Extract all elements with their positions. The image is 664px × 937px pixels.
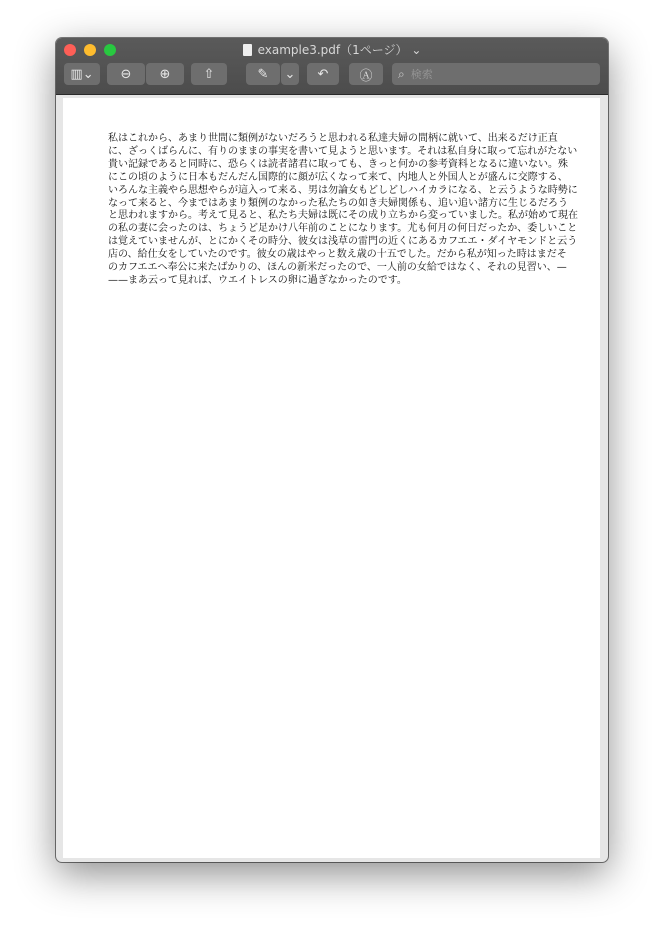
text-line: のカフエエへ奉公に来たばかりの、ほんの新米だったので、一人前の女給ではなく、それの見習い、— [108,262,567,274]
chevron-down-icon: ⌄ [411,43,422,57]
text-line: ——まあ云って見れば、ウエイトレスの卵に過ぎなかったのです。 [108,274,407,286]
page-text [108,133,578,288]
text-line: 貴い記録であると同時に、恐らくは読者諸君に取っても、きっと何かの参考資料となるに違いない。殊 [108,158,568,170]
text-line: 店の、給仕女をしていたのです。彼女の歳はやっと数え歳の十五でした。だから私が知った時はまだそ [108,249,567,261]
text-line: の私の妻に会ったのは、ちょうど足かけ八年前のことになります。尤も何月の何日だったか、委しいこと [108,223,578,235]
text-line: と思われますから。考えて見ると、私たち夫婦は既にその成り立ちから変っていました。私が始めて現在 [108,210,578,222]
markup-button[interactable] [349,63,383,85]
text-line: にこの頃のように日本もだんだん国際的に顔が広くなって来て、内地人と外国人とが盛んに交際する、 [108,171,568,183]
search-input[interactable]: ⌕ 検索 [392,63,600,85]
preview-window [56,38,608,862]
highlight-options-button[interactable] [281,63,299,85]
text-line: は覚えていませんが、とにかくその時分、彼女は浅草の雷門の近くにあるカフエエ・ダイヤモンドと云う [108,236,578,248]
rotate-button[interactable] [307,63,339,85]
text-line: いろんな主義やら思想やらが這入って来る、男は勿論女もどしどしハイカラになる、と云うような時勢に [108,184,578,196]
text-line: 私はこれから、あまり世間に類例がないだろうと思われる私達夫婦の間柄に就いて、出来るだけ正直 [108,133,558,144]
zoom-in-icon: ⊕ [159,66,171,82]
sidebar-toggle-button[interactable] [64,63,100,85]
window-title[interactable]: example3.pdf（1ページ） ⌄ [56,41,608,59]
zoom-out-button[interactable] [107,63,145,85]
rotate-icon: ↶ [317,66,329,82]
zoom-in-button[interactable] [146,63,184,85]
search-icon: ⌕ [398,66,405,81]
share-icon: ⇧ [203,66,215,82]
zoom-out-icon: ⊖ [120,66,132,82]
share-button[interactable] [191,63,227,85]
pdf-document-icon [243,44,252,56]
text-line: なって来ると、今まではあまり類例のなかった私たちの如き夫婦関係も、追い追い諸方に生じるだろう [108,197,568,209]
chevron-down-icon: ⌄ [284,66,296,82]
highlighter-icon: ✎ [257,66,269,82]
pdf-page [63,98,600,858]
markup-pen-icon: Ⓐ [359,68,373,84]
highlight-button[interactable] [246,63,280,85]
title-toolbar [56,38,608,95]
text-line: に、ざっくばらんに、有りのままの事実を書いて見ようと思います。それは私自身に取って忘れがたない [108,145,578,157]
sidebar-icon: ▥⌄ [70,66,94,82]
